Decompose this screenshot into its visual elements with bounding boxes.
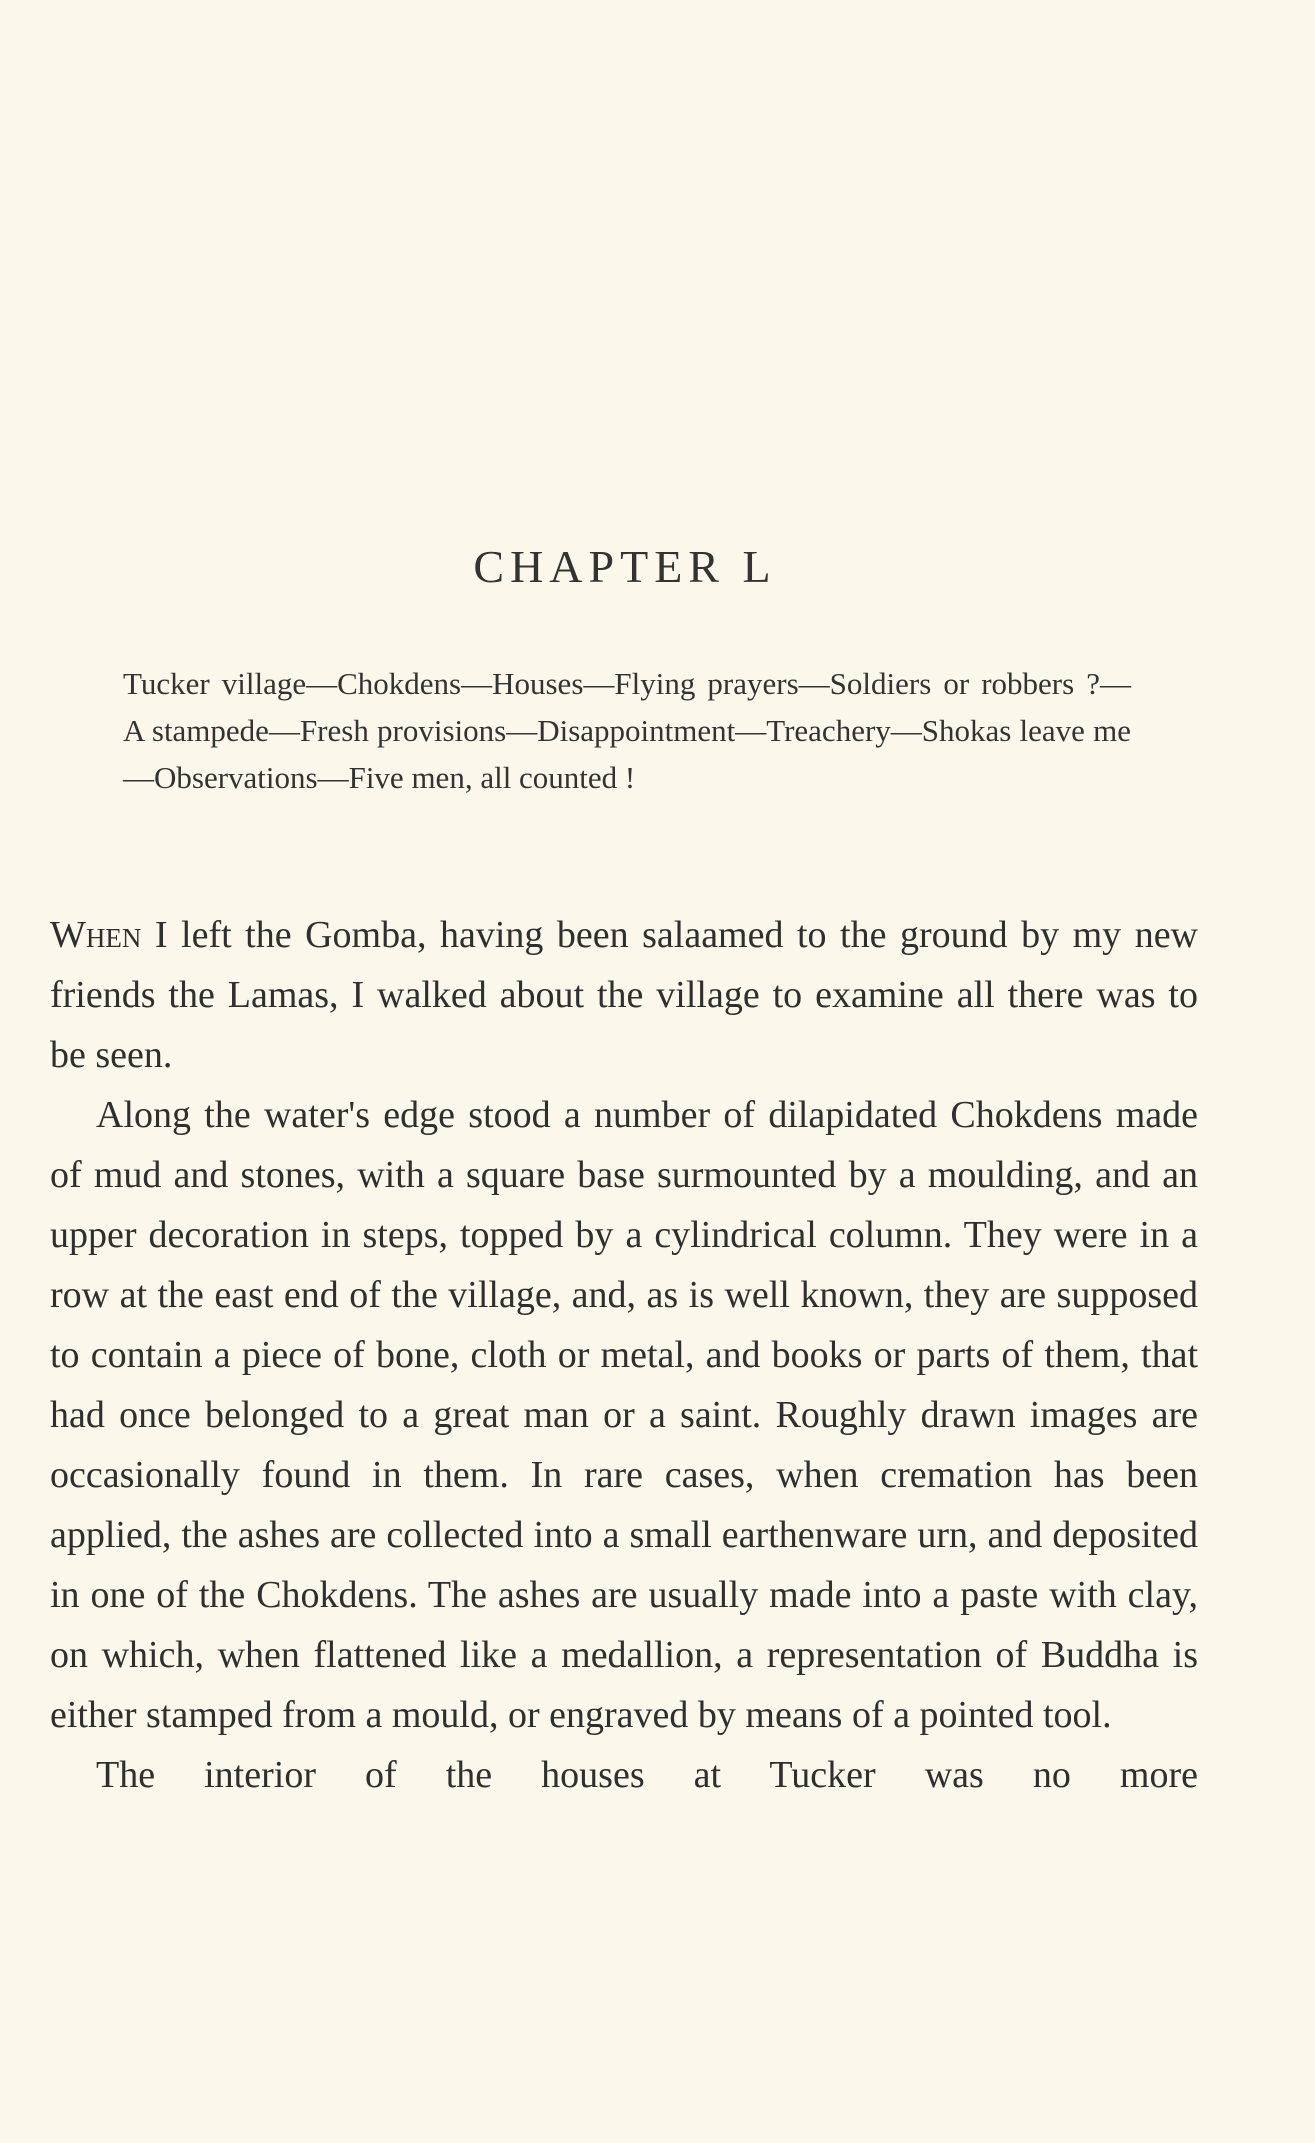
paragraph-lead-word: When	[50, 914, 142, 956]
chapter-title: CHAPTER L	[473, 541, 777, 592]
chapter-summary: Tucker village—Chokdens—Houses—Flying prayers—Soldiers or robbers ?—A stampede—Fresh provisions—Disappointment—Treachery—Shokas leave me—Observations—Five men, all counted !	[123, 666, 1131, 795]
paragraph-3: The interior of the houses at Tucker was no more	[96, 1754, 1198, 1796]
paragraph-2: Along the water's edge stood a number of dilapidated Chokdens made of mud and stones, with a square base surmounted by a moulding, and an upper decoration in steps, topped by a cylindrical column. They were in a row at the east end of the village, and, as is well known, they are supposed to contain a piece of bone, cloth or metal, and books or parts of them, that had once belonged to a great man or a saint. Roughly drawn images are occasionally found in them. In rare cases, when cremation has been applied, the ashes are collected into a small earthenware urn, and deposited in one of the Chokdens. The ashes are usually made into a paste with clay, on which, when flattened like a medallion, a representation of Buddha is either stamped from a mould, or engraved by means of a pointed tool.	[50, 1094, 1198, 1736]
paragraph-1-text: I left the Gomba, having been salaamed to the ground by my new friends the Lamas, I walked about the village to examine all there was to be seen.	[50, 914, 1198, 1076]
paragraph-1	[50, 905, 1198, 1085]
body-text	[50, 905, 1198, 1805]
